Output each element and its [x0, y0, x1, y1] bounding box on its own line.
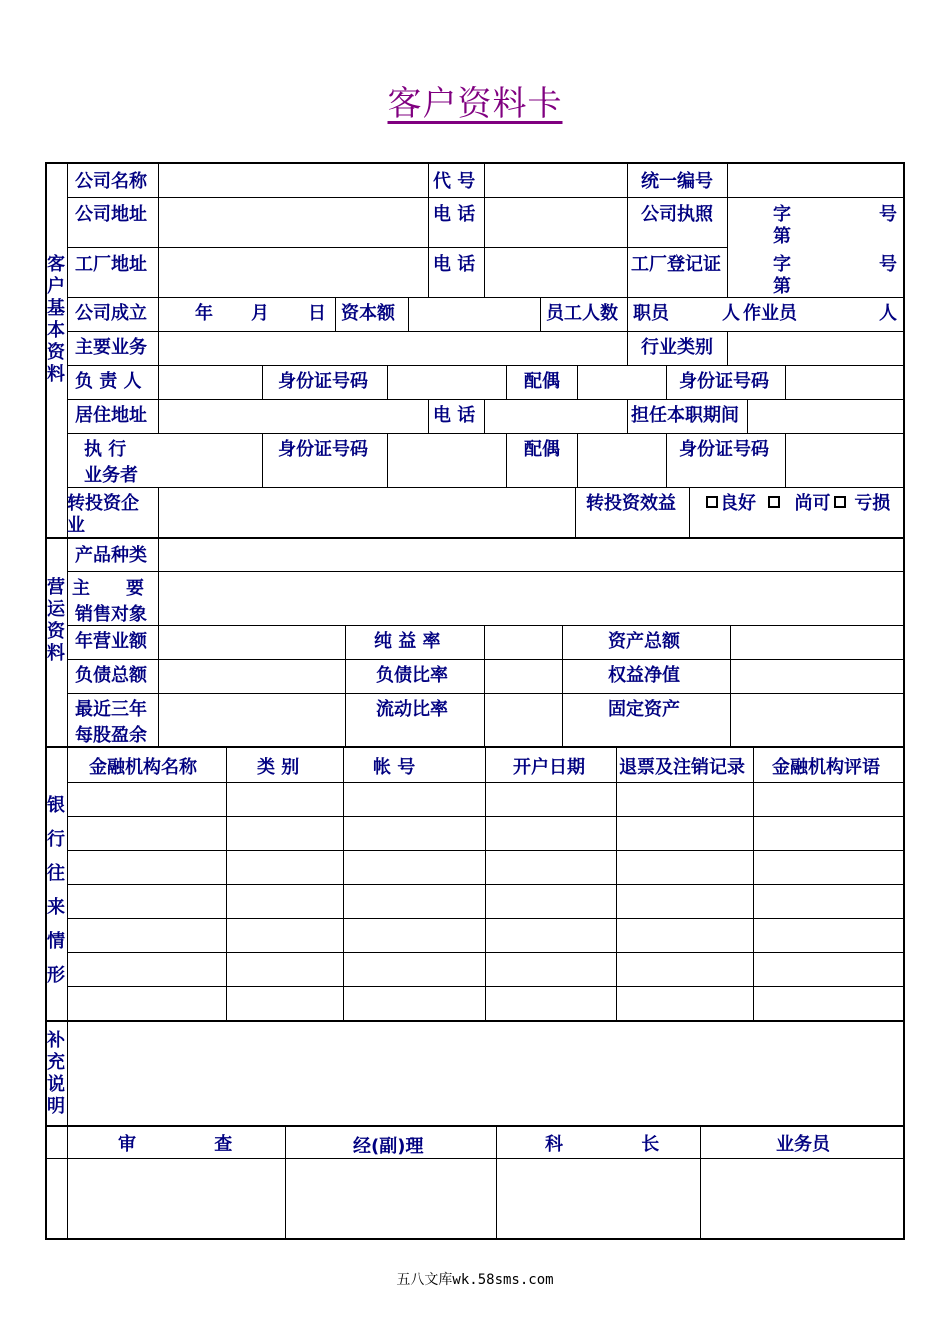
col-line [506, 365, 507, 399]
label-ren: 人 [879, 303, 897, 324]
label-executive-line1: 执 行 [84, 439, 127, 460]
label-code: 代 号 [433, 171, 476, 192]
col-line [730, 625, 731, 746]
col-line [689, 487, 690, 537]
label-factory-address: 工厂地址 [75, 254, 147, 275]
footer-watermark: 五八文库wk.58sms.com [396, 1272, 554, 1288]
col-line [616, 748, 617, 1020]
approval-col-manager: 经(副)理 [353, 1136, 424, 1157]
section-label-bank: 银行往来情形 [47, 795, 65, 986]
bank-col-comment: 金融机构评语 [772, 757, 880, 778]
label-phone: 电 话 [433, 204, 476, 225]
col-line [262, 433, 263, 487]
label-product-types: 产品种类 [75, 545, 147, 566]
col-line [785, 433, 786, 487]
row-line [67, 487, 905, 488]
bank-col-institution: 金融机构名称 [89, 757, 197, 778]
label-company-name: 公司名称 [75, 171, 147, 192]
label-main-sales-line2: 销售对象 [75, 604, 147, 625]
label-residence-address: 居住地址 [75, 405, 147, 426]
approval-col-review: 审 查 [118, 1134, 233, 1155]
row-line [67, 693, 905, 694]
label-spouse: 配偶 [524, 439, 560, 460]
row-line [67, 331, 905, 332]
label-di: 第 [773, 276, 791, 297]
col-line [753, 748, 754, 1020]
col-line [577, 433, 578, 487]
label-phone: 电 话 [433, 254, 476, 275]
section-divider [46, 746, 905, 748]
label-phone: 电 话 [433, 405, 476, 426]
col-line [666, 433, 667, 487]
col-line [387, 365, 388, 399]
row-line [67, 782, 905, 783]
page-title: 客户资料卡 [387, 84, 563, 124]
label-company-address: 公司地址 [75, 204, 147, 225]
col-line [343, 748, 344, 1020]
bank-col-category: 类 别 [257, 757, 300, 778]
row-line [67, 850, 905, 851]
label-debt-ratio: 负债比率 [376, 665, 448, 686]
label-id-number: 身份证号码 [278, 371, 368, 392]
label-day: 日 [308, 303, 326, 324]
row-line [67, 433, 905, 434]
label-current-ratio: 流动比率 [376, 699, 448, 720]
label-employees: 员工人数 [546, 303, 618, 324]
row-line [67, 625, 905, 626]
col-line [484, 163, 485, 297]
section-label-supplement: 补充说明 [47, 1030, 65, 1117]
label-capital: 资本额 [341, 303, 395, 324]
col-line [785, 365, 786, 399]
section-label-operations: 营运资料 [47, 577, 65, 664]
label-business-license: 公司执照 [641, 204, 713, 225]
col-line [158, 487, 159, 537]
col-line [335, 297, 336, 331]
label-zi: 字 [773, 204, 791, 225]
section-divider [46, 537, 905, 539]
label-ren: 人 [722, 303, 740, 324]
label-net-equity: 权益净值 [608, 665, 680, 686]
option-loss[interactable]: 亏损 [834, 493, 890, 515]
label-annual-revenue: 年营业额 [75, 631, 147, 652]
col-line [727, 163, 728, 297]
col-line [484, 399, 485, 433]
row-line [67, 247, 727, 248]
col-line [562, 625, 563, 746]
label-total-assets: 资产总额 [608, 631, 680, 652]
label-last3-line1: 最近三年 [75, 699, 147, 720]
label-executive-line2: 业务者 [84, 465, 138, 486]
label-investment-company: 转投资企业 [67, 493, 139, 536]
label-established: 公司成立 [75, 303, 147, 324]
checkbox-icon[interactable] [768, 496, 780, 508]
col-line [158, 539, 159, 746]
label-id-number: 身份证号码 [679, 371, 769, 392]
section-divider [46, 1125, 905, 1127]
row-line [67, 399, 905, 400]
col-line [484, 625, 485, 746]
col-line [577, 365, 578, 399]
col-line [506, 433, 507, 487]
bank-col-open-date: 开户日期 [513, 757, 585, 778]
label-month: 月 [251, 303, 269, 324]
col-line [747, 399, 748, 433]
label-year: 年 [195, 303, 213, 324]
label-main-business: 主要业务 [75, 337, 147, 358]
col-line [285, 1127, 286, 1239]
section-column-divider [67, 163, 68, 1239]
checkbox-icon[interactable] [834, 496, 846, 508]
col-line [627, 297, 628, 331]
col-line [627, 399, 628, 433]
col-line [428, 399, 429, 433]
approval-col-salesperson: 业务员 [776, 1134, 830, 1155]
section-divider [46, 1020, 905, 1022]
label-total-liabilities: 负债总额 [75, 665, 147, 686]
col-line [485, 748, 486, 1020]
col-line [627, 163, 628, 297]
col-line [700, 1127, 701, 1239]
col-line [408, 297, 409, 331]
label-last3-line2: 每股盈余 [75, 725, 147, 746]
row-line [67, 952, 905, 953]
label-hao: 号 [879, 204, 897, 225]
col-line [387, 433, 388, 487]
row-line [46, 1158, 905, 1159]
approval-col-section-chief: 科 长 [545, 1134, 660, 1155]
label-zi: 字 [773, 254, 791, 275]
label-industry-category: 行业类别 [641, 337, 713, 358]
col-line [666, 365, 667, 399]
col-line [540, 297, 541, 331]
label-workers: 作业员 [743, 303, 797, 324]
row-line [67, 986, 905, 987]
bank-col-account: 帐 号 [373, 757, 416, 778]
label-main-sales-line1: 主 要 [72, 578, 144, 599]
label-person-in-charge: 负 责 人 [75, 371, 142, 392]
checkbox-icon[interactable] [706, 496, 718, 508]
col-line [727, 331, 728, 365]
col-line [627, 331, 628, 365]
row-line [67, 659, 905, 660]
label-fixed-assets: 固定资产 [608, 699, 680, 720]
label-id-number: 身份证号码 [278, 439, 368, 460]
col-line [428, 163, 429, 297]
label-investment-benefit: 转投资效益 [586, 493, 676, 514]
row-line [67, 884, 905, 885]
col-line [496, 1127, 497, 1239]
col-line [575, 487, 576, 537]
col-line [345, 625, 346, 746]
label-hao: 号 [879, 254, 897, 275]
option-fair[interactable]: 尚可 [768, 493, 831, 515]
row-line [67, 365, 905, 366]
col-line [226, 748, 227, 1020]
label-factory-registration: 工厂登记证 [631, 254, 721, 275]
bank-col-bounce-record: 退票及注销记录 [619, 757, 745, 778]
col-line [158, 163, 159, 434]
label-spouse: 配偶 [524, 371, 560, 392]
row-line [67, 571, 905, 572]
label-tenure: 担任本职期间 [631, 405, 739, 426]
label-unified-number: 统一编号 [641, 171, 713, 192]
col-line [262, 365, 263, 399]
row-line [67, 816, 905, 817]
section-label-basic: 客户基本资料 [47, 254, 65, 385]
label-id-number: 身份证号码 [679, 439, 769, 460]
row-line [67, 197, 905, 198]
label-di: 第 [773, 226, 791, 247]
label-staff: 职员 [633, 303, 669, 324]
label-net-profit-rate: 纯 益 率 [374, 631, 441, 652]
row-line [67, 918, 905, 919]
option-good[interactable]: 良好 [706, 493, 756, 515]
